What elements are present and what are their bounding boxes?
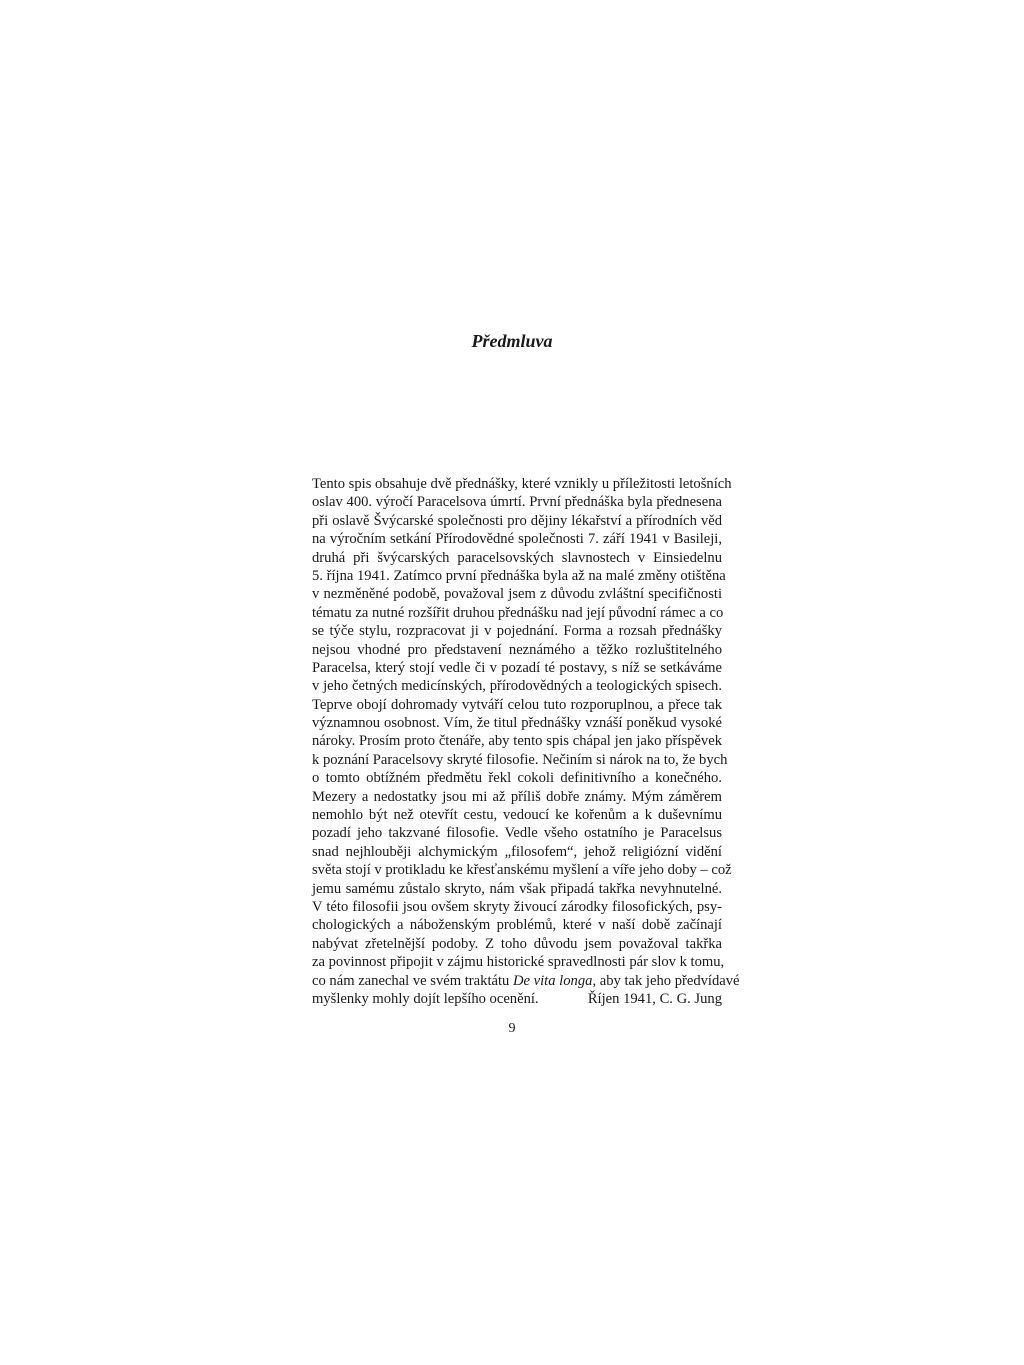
text-line: nejsou vhodné pro představení neznámého a těžko rozluštitelného xyxy=(312,641,722,658)
text-line: na výročním setkání Přírodovědné společnosti 7. září 1941 v Basileji, xyxy=(312,531,722,548)
text-line: nabývat zřetelnější podoby. Z toho důvodu jsem považoval takřka xyxy=(312,935,722,952)
text-line: jemu samému zůstalo skryto, nám však připadá takřka nevyhnutelné. xyxy=(312,880,722,897)
text-line: Mezery a nedostatky jsou mi až příliš dobře známy. Mým záměrem xyxy=(312,788,722,805)
text-segment: , aby tak jeho předvídavé xyxy=(592,972,740,989)
text-line: 5. října 1941. Zatímco první přednáška byla až na malé změny otištěna xyxy=(312,567,726,584)
text-line: snad nejhlouběji alchymickým „filosofem“, jehož religiózní vidění xyxy=(312,843,722,860)
text-line: tématu za nutné rozšířit druhou přednášku nad její původní rámec a co xyxy=(312,604,724,621)
text-line: nároky. Prosím proto čtenáře, aby tento spis chápal jen jako příspěvek xyxy=(312,733,722,750)
text-line: Teprve obojí dohromady vytváří celou tuto rozporuplnou, a přece tak xyxy=(312,696,722,713)
text-line: v jeho četných medicínských, přírodovědných a teologických spisech. xyxy=(312,678,722,695)
text-line: o tomto obtížném předmětu řekl cokoli definitivního a konečného. xyxy=(312,770,722,787)
text-line: Tento spis obsahuje dvě přednášky, které vznikly u příležitosti letošních xyxy=(312,476,732,492)
text-line: k poznání Paracelsovy skryté filosofie. Nečiním si nárok na to, že bych xyxy=(312,751,728,768)
page-title: Předmluva xyxy=(471,331,553,351)
treatise-title: De vita longa xyxy=(512,972,593,989)
text-line: V této filosofii jsou ovšem skryty živoucí zárodky filosofických, psy- xyxy=(312,898,722,915)
text-line: oslav 400. výročí Paracelsova úmrtí. První přednáška byla přednesena xyxy=(312,494,722,511)
preface-body xyxy=(312,475,740,1008)
text-line: světa stojí v protikladu ke křesťanskému myšlení a víře jeho doby – což xyxy=(312,862,732,879)
text-segment: co nám zanechal ve svém traktátu xyxy=(312,972,513,989)
page-number: 9 xyxy=(508,1021,516,1036)
text-line: významnou osobnost. Vím, že titul přednášky vznáší poněkud vysoké xyxy=(312,715,722,732)
text-line: při oslavě Švýcarské společnosti pro dějiny lékařství a přírodních věd xyxy=(312,512,722,529)
signature: Říjen 1941, C. G. Jung xyxy=(587,990,722,1007)
text-line-with-title xyxy=(312,972,740,990)
text-line: v nezměněné podobě, považoval jsem z důvodu zvláštní specifičnosti xyxy=(312,586,722,603)
text-line: Paracelsa, který stojí vedle či v pozadí té postavy, s níž se setkáváme xyxy=(312,659,722,676)
text-line: pozadí jeho takzvané filosofie. Vedle všeho ostatního je Paracelsus xyxy=(312,825,722,842)
text-line: myšlenky mohly dojít lepšího ocenění. xyxy=(312,990,539,1007)
text-line: za povinnost připojit v zájmu historické spravedlnosti pár slov k tomu, xyxy=(312,954,725,971)
text-line: chologických a náboženským problémů, které v naší době začínají xyxy=(312,917,722,934)
text-line: nemohlo být než otevřít cestu, vedoucí ke kořenům a k duševnímu xyxy=(312,807,722,824)
text-line: druhá při švýcarských paracelsovských slavnostech v Einsiedelnu xyxy=(312,549,722,566)
closing-line xyxy=(312,990,722,1008)
text-line: se týče stylu, rozpracovat ji v pojednání. Forma a rozsah přednášky xyxy=(312,623,722,640)
